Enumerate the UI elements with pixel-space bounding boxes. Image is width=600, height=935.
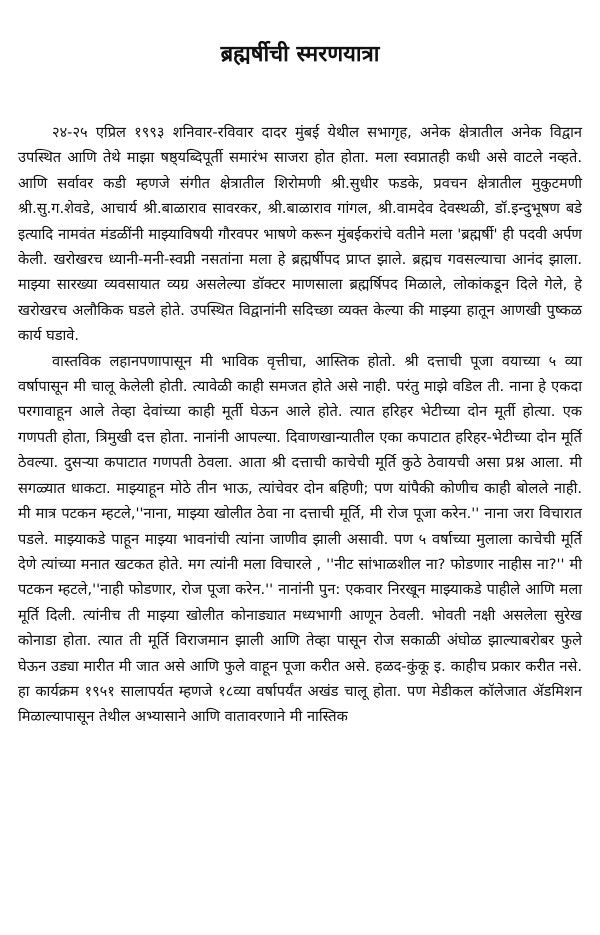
- paragraph-2: वास्तविक लहानपणापासून मी भाविक वृत्तीचा, आस्तिक होतो. श्री दत्ताची पूजा वयाच्या ५ व्या वर्षापासून मी चालू केलेली होती. त्यावेळी काही समजत होते असे नाही. परंतु माझे वडिल ती. नाना हे एकदा परगावाहून आले तेव्हा देवांच्या काही मूर्ती घेऊन आले होते. त्यात हरिहर भेटीच्या दोन मूर्ती होत्या. एक गणपती होता, त्रिमुखी दत्त होता. नानांनी आपल्या. दिवाणखान्यातील एका कपाटात हरिहर-भेटीच्या दोन मूर्ति ठेवल्या. दुसऱ्या कपाटात गणपती ठेवला. आता श्री दत्ताची काचेची मूर्ति कुठे ठेवायची असा प्रश्न आला. मी सगळ्यात धाकटा. माझ्याहून मोठे तीन भाऊ, त्यांचेवर दोन बहिणी; पण यांपैकी कोणीच काही बोलले नाही. मी मात्र पटकन म्हटले,''नाना, माझ्या खोलीत ठेवा ना दत्ताची मूर्ति, मी रोज पूजा करेन.'' नाना जरा विचारात पडले. माझ्याकडे पाहून माझ्या भावनांची त्यांना जाणीव झाली असावी. पण ५ वर्षाच्या मुलाला काचेची मूर्ति देणे त्यांच्या मनात खटकत होते. मग त्यांनी मला विचारले , ''नीट सांभाळशील ना? फोडणार नाहीस ना?'' मी पटकन म्हटले,''नाही फोडणार, रोज पूजा करेन.'' नानांनी पुन: एकवार निरखून माझ्याकडे पाहीले आणि मला मूर्ति दिली. त्यांनीच ती माझ्या खोलीत कोनाड्यात मध्यभागी आणून ठेवली. भोवती नक्षी असलेला सुरेख कोनाडा होता. त्यात ती मूर्ति विराजमान झाली आणि तेव्हा पासून रोज सकाळी अंघोळ झाल्याबरोबर फुले घेऊन उड्या मारीत मी जात असे आणि फुले वाहून पूजा करीत असे. हळद-कुंकू इ. काहीच प्रकार करीत नसे. हा कार्यक्रम १९५१ सालापर्यत म्हणजे १८व्या वर्षापर्यंत अखंड चालू होता. पण मेडीकल कॉलेजात ॲडमिशन मिळाल्यापासून तेथील अभ्यासाने आणि वातावरणाने मी नास्तिक: [18, 352, 582, 726]
- document-title: ब्रह्मर्षीची स्मरणयात्रा: [220, 42, 380, 67]
- document-body: [18, 120, 582, 730]
- paragraph-1: २४-२५ एप्रिल १९९३ शनिवार-रविवार दादर मुंबई येथील सभागृह, अनेक क्षेत्रातील अनेक विद्वान उपस्थित आणि तेथे माझा षष्ठ्यब्दिपूर्ती समारंभ साजरा होत होता. मला स्वप्नातही कधी असे वाटले नव्हते. आणि सर्वावर कडी म्हणजे संगीत क्षेत्रातील शिरोमणी श्री.सुधीर फडके, प्रवचन क्षेत्रातील मुकुटमणी श्री.सु.ग.शेवडे, आचार्य श्री.बाळाराव सावरकर, श्री.बाळाराव गांगल, श्री.वामदेव देवस्थळी, डॉ.इन्दुभूषण बडे इत्यादि नामवंत मंडळींनी माझ्याविषयी गौरवपर भाषणे करून मुंबईकरांचे वतीने मला 'ब्रह्मर्षी' ही पदवी अर्पण केली. खरोखरच ध्यानी-मनी-स्वप्नी नसतांना मला हे ब्रह्मर्षीपद प्राप्त झाले. ब्रह्मच गवसल्याचा आनंद झाला. माझ्या सारख्या व्यवसायात व्यग्र असलेल्या डॉक्टर माणसाला ब्रह्मर्षिपद मिळाले, लोकांकडून दिले गेले, हे खरोखरच अलौकिक घडले होते. उपस्थित विद्वानांनी सदिच्छा व्यक्त केल्या की माझ्या हातून आणखी पुष्कळ कार्य घडावे.: [18, 124, 582, 345]
